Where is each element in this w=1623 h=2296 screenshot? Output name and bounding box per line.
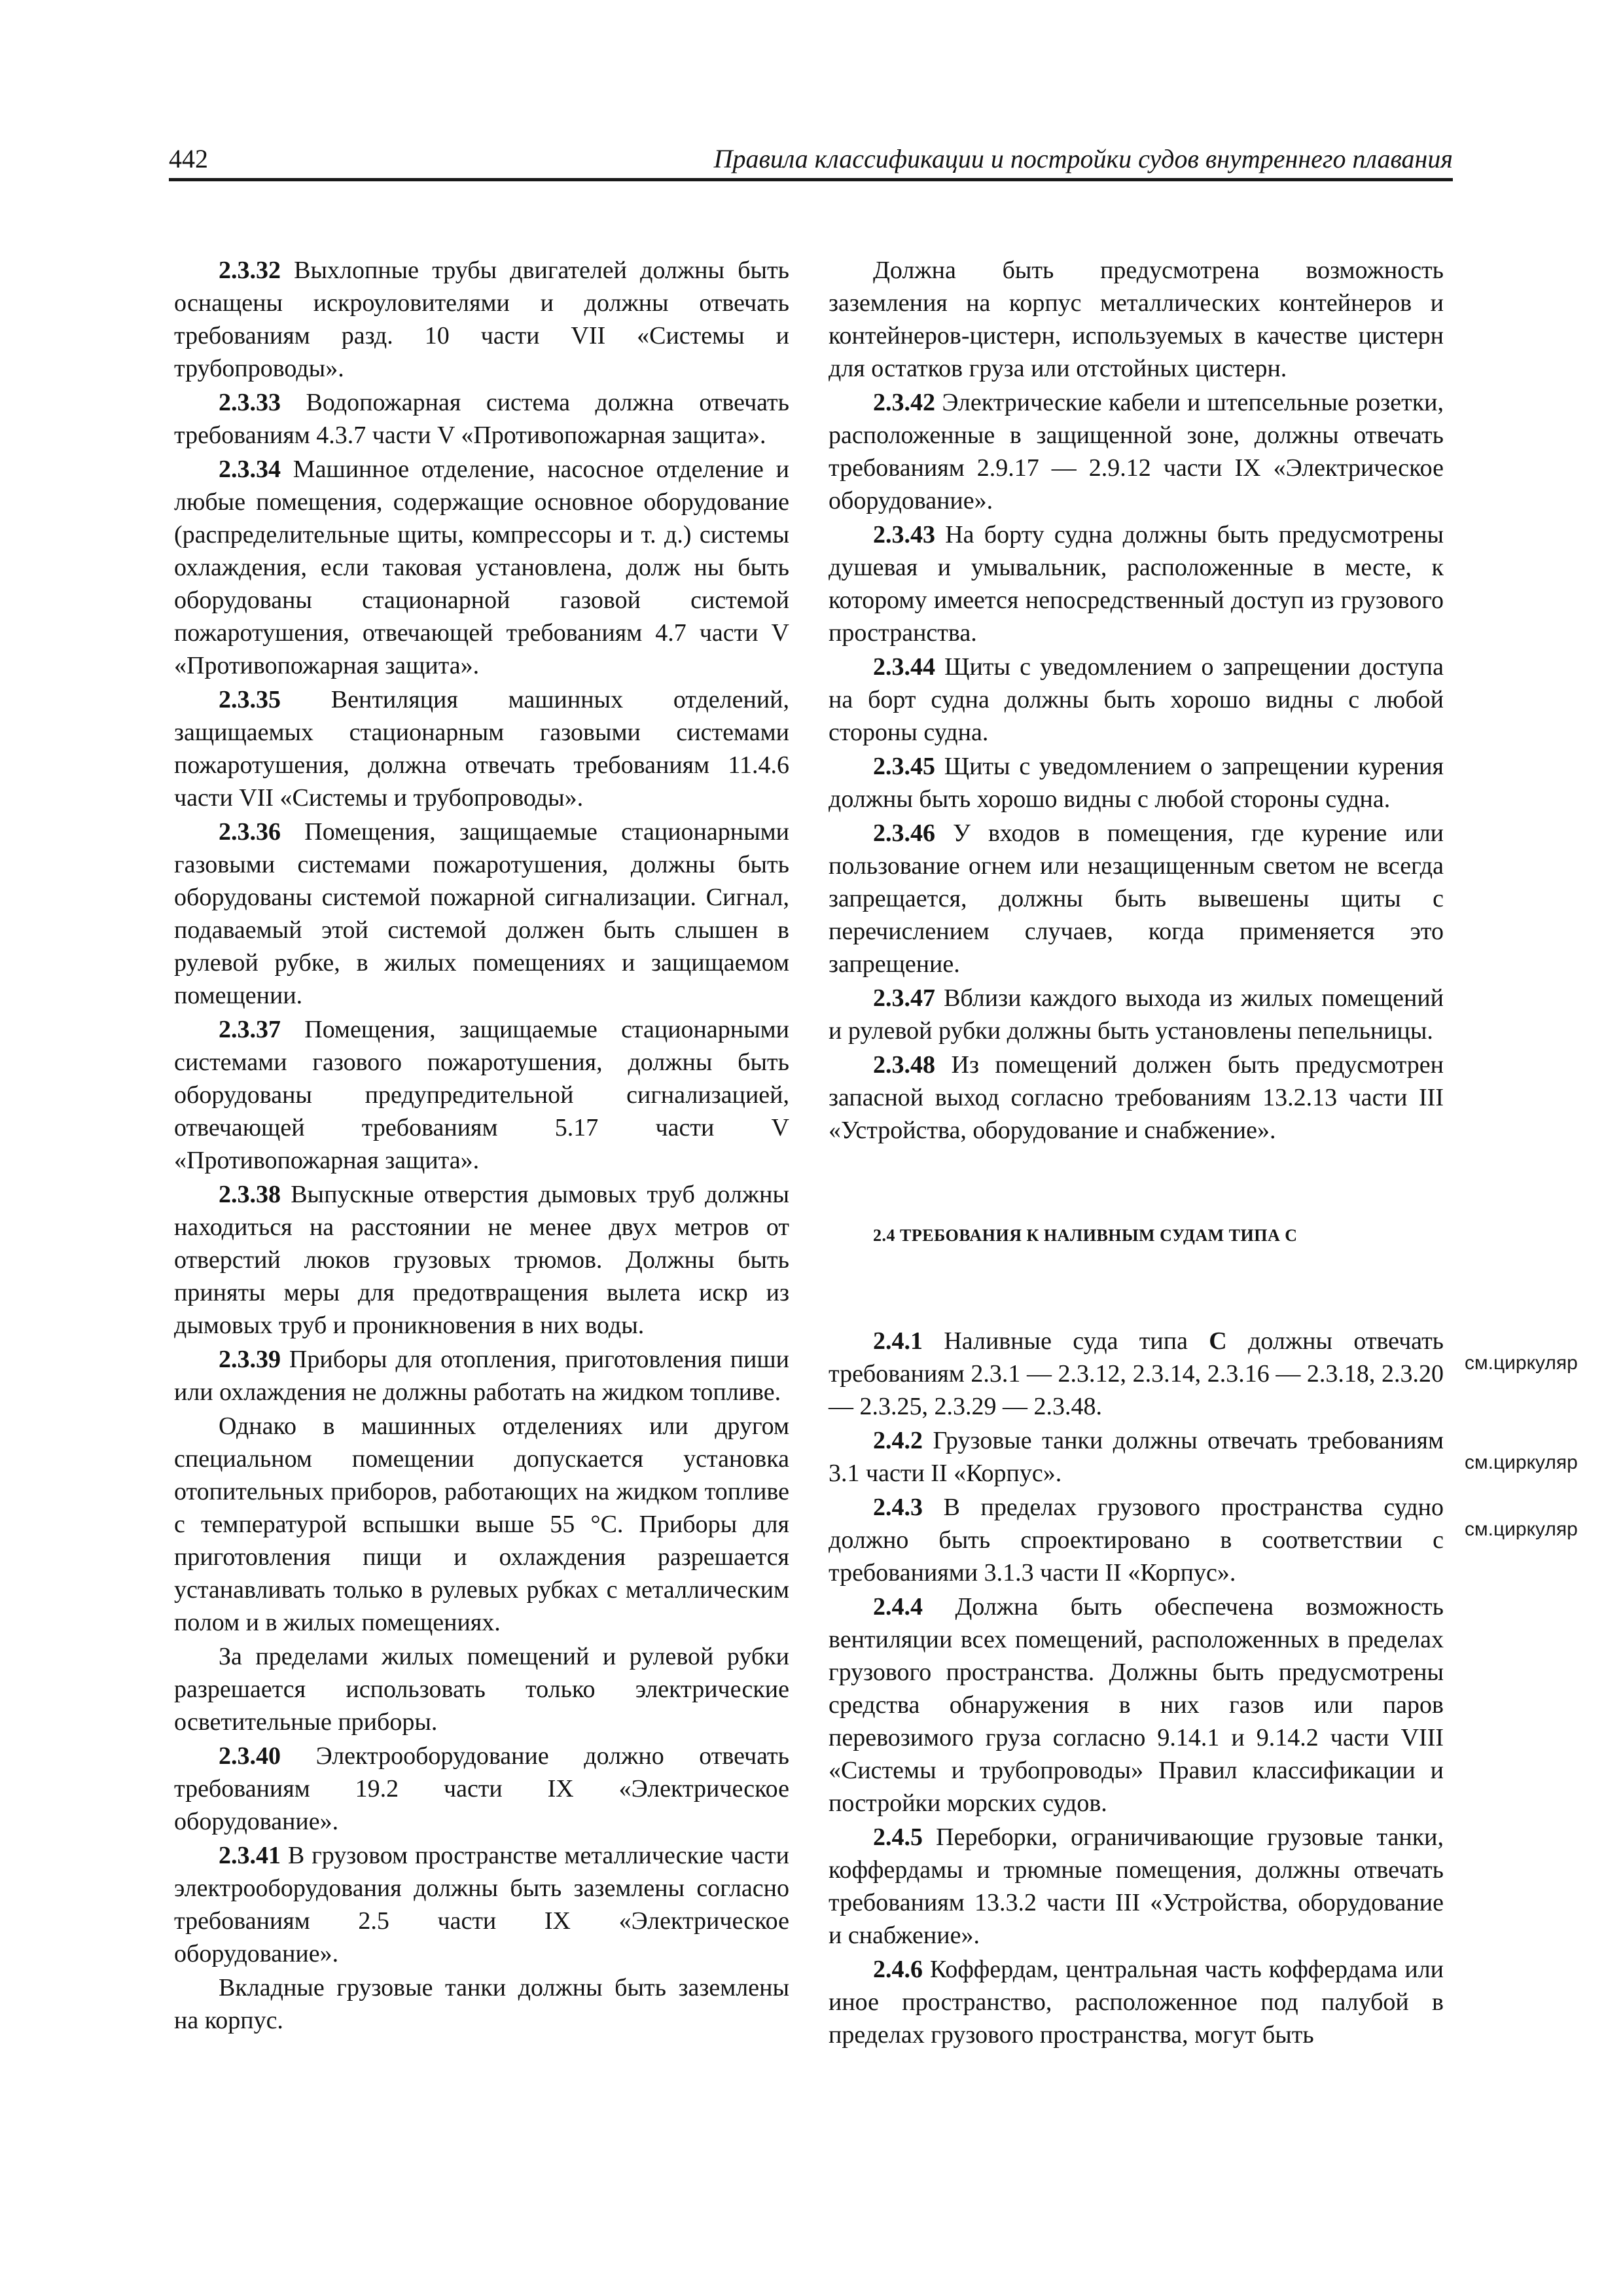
clause-number: 2.3.42: [873, 389, 935, 416]
clause-number: 2.3.37: [219, 1016, 281, 1043]
margin-note-circular[interactable]: см.циркуляр: [1465, 1352, 1578, 1374]
clause-2-3-41: [174, 1839, 789, 1970]
paragraph: [174, 1410, 789, 1639]
clause-text: Должна быть обеспечена возможность вентиляции всех помещений, расположенных в пределах грузового пространства. Должны быть предусмотрены средства обнаружения в них газов или паров перевозимого груза согласно 9.14.1 и 9.14.2 части VIII «Системы и трубопроводы» Правил классификации и постройки морских судов.: [829, 1593, 1444, 1817]
clause-text: Вентиляция машинных отделений, защищаемых стационарным газовыми системами пожаротушения, должна отвечать требованиям 11.4.6 части VII «Системы и трубопроводы».: [174, 686, 789, 812]
clause-2-4-4: [829, 1590, 1444, 1820]
clause-number: 2.3.48: [873, 1051, 935, 1079]
clause-2-3-35: [174, 683, 789, 814]
clause-2-3-36: [174, 816, 789, 1012]
clause-2-3-37: [174, 1013, 789, 1177]
clause-2-3-43: [829, 518, 1444, 649]
clause-2-3-45: [829, 750, 1444, 816]
paragraph-text: Вкладные грузовые танки должны быть заземлены на корпус.: [174, 1974, 789, 2034]
clause-2-4-2: [829, 1424, 1444, 1490]
vessel-type-letter: С: [1209, 1327, 1227, 1355]
clause-2-3-48: [829, 1049, 1444, 1147]
clause-number: 2.3.47: [873, 984, 935, 1012]
running-title: Правила классификации и постройки судов внутреннего плавания: [713, 144, 1453, 173]
clause-2-3-46: [829, 817, 1444, 980]
clause-text: Электрические кабели и штепсельные розетки, расположенные в защищенной зоне, должны отвечать требованиям 2.9.17 — 2.9.12 части IX «Электрическое оборудование».: [829, 389, 1444, 514]
clause-number: 2.4.2: [873, 1427, 923, 1454]
section-heading: 2.4 ТРЕБОВАНИЯ К НАЛИВНЫМ СУДАМ ТИПА С: [873, 1226, 1298, 1245]
paragraph: [829, 254, 1444, 385]
clause-text: Выпускные отверстия дымовых труб должны находиться на расстоянии не менее двух метров от отверстий люков грузовых трюмов. Должны быть приняты меры для предотвращения вылета искр из дымовых труб и проникновения в них воды.: [174, 1181, 789, 1339]
clause-number: 2.3.46: [873, 819, 935, 847]
margin-note-circular[interactable]: см.циркуляр: [1465, 1452, 1578, 1473]
clause-2-4-3: [829, 1491, 1444, 1589]
paragraph-text: Однако в машинных отделениях или другом специальном помещении допускается установка отопительных приборов, работающих на жидком топливе с температурой вспышки выше 55 °С. Приборы для приготовления пищи и охлаждения разрешается устанавливать только в рулевых рубках с металлическим полом и в жилых помещениях.: [174, 1412, 789, 1636]
clause-number: 2.3.34: [219, 456, 281, 483]
clause-text: Машинное отделение, насосное отделение и любые помещения, содержащие основное оборудование (распределительные щиты, компрессоры и т. д.) системы охлаждения, если таковая установлена, долж ны быть оборудованы стационарной газовой системой пожаротушения, отвечающей требованиям 4.7 части V «Противопожарная защита».: [174, 456, 789, 679]
clause-number: 2.3.39: [219, 1346, 281, 1373]
clause-number: 2.3.35: [219, 686, 281, 713]
clause-text: В пределах грузового пространства судно должно быть спроектировано в соответствии с требованиями 3.1.3 части II «Корпус».: [829, 1494, 1444, 1587]
clause-text: должны отвечать требованиям 2.3.1 — 2.3.12, 2.3.14, 2.3.16 — 2.3.18, 2.3.20 — 2.3.25, 2.3.29 — 2.3.48.: [829, 1327, 1444, 1420]
running-header: [169, 140, 1453, 181]
margin-note-circular[interactable]: см.циркуляр: [1465, 1518, 1578, 1540]
clause-text: Помещения, защищаемые стационарными системами газового пожаротушения, должны быть оборудованы предупредительной сигнализацией, отвечающей требованиям 5.17 части V «Противопожарная защита».: [174, 1016, 789, 1174]
clause-number: 2.4.5: [873, 1823, 923, 1851]
clause-2-4-5: [829, 1821, 1444, 1952]
clause-number: 2.3.33: [219, 389, 281, 416]
clause-2-3-38: [174, 1178, 789, 1342]
paragraph: [174, 1640, 789, 1738]
clause-text: В грузовом пространстве металлические части электрооборудования должны быть заземлены согласно требованиям 2.5 части IX «Электрическое оборудование».: [174, 1842, 789, 1967]
clause-text: Водопожарная система должна отвечать требованиям 4.3.7 части V «Противопожарная защита».: [174, 389, 789, 449]
paragraph-text: Должна быть предусмотрена возможность заземления на корпус металлических контейнеров и контейнеров-цистерн, используемых в качестве цистерн для остатков груза или отстойных цистерн.: [829, 257, 1444, 382]
clause-number: 2.3.41: [219, 1842, 281, 1869]
page-number: 442: [169, 144, 208, 173]
clause-2-3-33: [174, 386, 789, 452]
clause-text: У входов в помещения, где курение или пользование огнем или незащищенным светом не всегда запрещается, должны быть вывешены щиты с перечислением случаев, когда применяется это запрещение.: [829, 819, 1444, 978]
clause-text: Приборы для отопления, приготовления пиши или охлаждения не должны работать на жидком топливе.: [174, 1346, 789, 1406]
clause-number: 2.3.38: [219, 1181, 281, 1208]
clause-2-3-32: [174, 254, 789, 385]
clause-number: 2.4.1: [873, 1327, 923, 1355]
clause-text: Из помещений должен быть предусмотрен запасной выход согласно требованиям 13.2.13 части III «Устройства, оборудование и снабжение».: [829, 1051, 1444, 1144]
clause-number: 2.3.32: [219, 257, 281, 284]
clause-text: Помещения, защищаемые стационарными газовыми системами пожаротушения, должны быть оборудованы системой пожарной сигнализации. Сигнал, подаваемый этой системой должен быть слышен в рулевой рубке, в жилых помещениях и защищаемом помещении.: [174, 818, 789, 1009]
clause-text: Переборки, ограничивающие грузовые танки, коффердамы и трюмные помещения, должны отвечать требованиям 13.3.2 части III «Устройства, оборудование и снабжение».: [829, 1823, 1444, 1949]
clause-text: Электрооборудование должно отвечать требованиям 19.2 части IX «Электрическое оборудование».: [174, 1742, 789, 1835]
right-column: [829, 254, 1444, 2053]
clause-number: 2.3.43: [873, 521, 935, 548]
clause-text: На борту судна должны быть предусмотрены душевая и умывальник, расположенные в месте, к которому имеется непосредственный доступ из грузового пространства.: [829, 521, 1444, 647]
clause-number: 2.4.6: [873, 1956, 923, 1983]
clause-number: 2.4.3: [873, 1494, 923, 1521]
paragraph: [174, 1971, 789, 2037]
clause-text: Наливные суда типа: [923, 1327, 1209, 1355]
clause-text: Щиты с уведомлением о запрещении доступа на борт судна должны быть хорошо видны с любой стороны судна.: [829, 653, 1444, 746]
clause-number: 2.4.4: [873, 1593, 923, 1621]
clause-2-3-34: [174, 453, 789, 682]
clause-2-4-1: [829, 1325, 1444, 1423]
left-column: [174, 254, 789, 2038]
clause-number: 2.3.36: [219, 818, 281, 846]
paragraph-text: За пределами жилых помещений и рулевой рубки разрешается использовать только электрические осветительные приборы.: [174, 1643, 789, 1736]
clause-2-3-42: [829, 386, 1444, 517]
clause-text: Вблизи каждого выхода из жилых помещений и рулевой рубки должны быть установлены пепельницы.: [829, 984, 1444, 1045]
clause-2-3-47: [829, 982, 1444, 1047]
clause-2-4-6: [829, 1953, 1444, 2051]
clause-number: 2.3.45: [873, 753, 935, 780]
clause-text: Коффердам, центральная часть коффердама или иное пространство, расположенное под палубой в пределах грузового пространства, могут быть: [829, 1956, 1444, 2049]
clause-number: 2.3.40: [219, 1742, 281, 1770]
clause-text: Грузовые танки должны отвечать требованиям 3.1 части II «Корпус».: [829, 1427, 1444, 1487]
clause-text: Выхлопные трубы двигателей должны быть оснащены искроуловителями и должны отвечать требованиям разд. 10 части VII «Системы и трубопроводы».: [174, 257, 789, 382]
clause-text: Щиты с уведомлением о запрещении курения должны быть хорошо видны с любой стороны судна.: [829, 753, 1444, 813]
clause-2-3-40: [174, 1740, 789, 1838]
clause-number: 2.3.44: [873, 653, 935, 681]
clause-2-3-39: [174, 1343, 789, 1408]
clause-2-3-44: [829, 651, 1444, 749]
